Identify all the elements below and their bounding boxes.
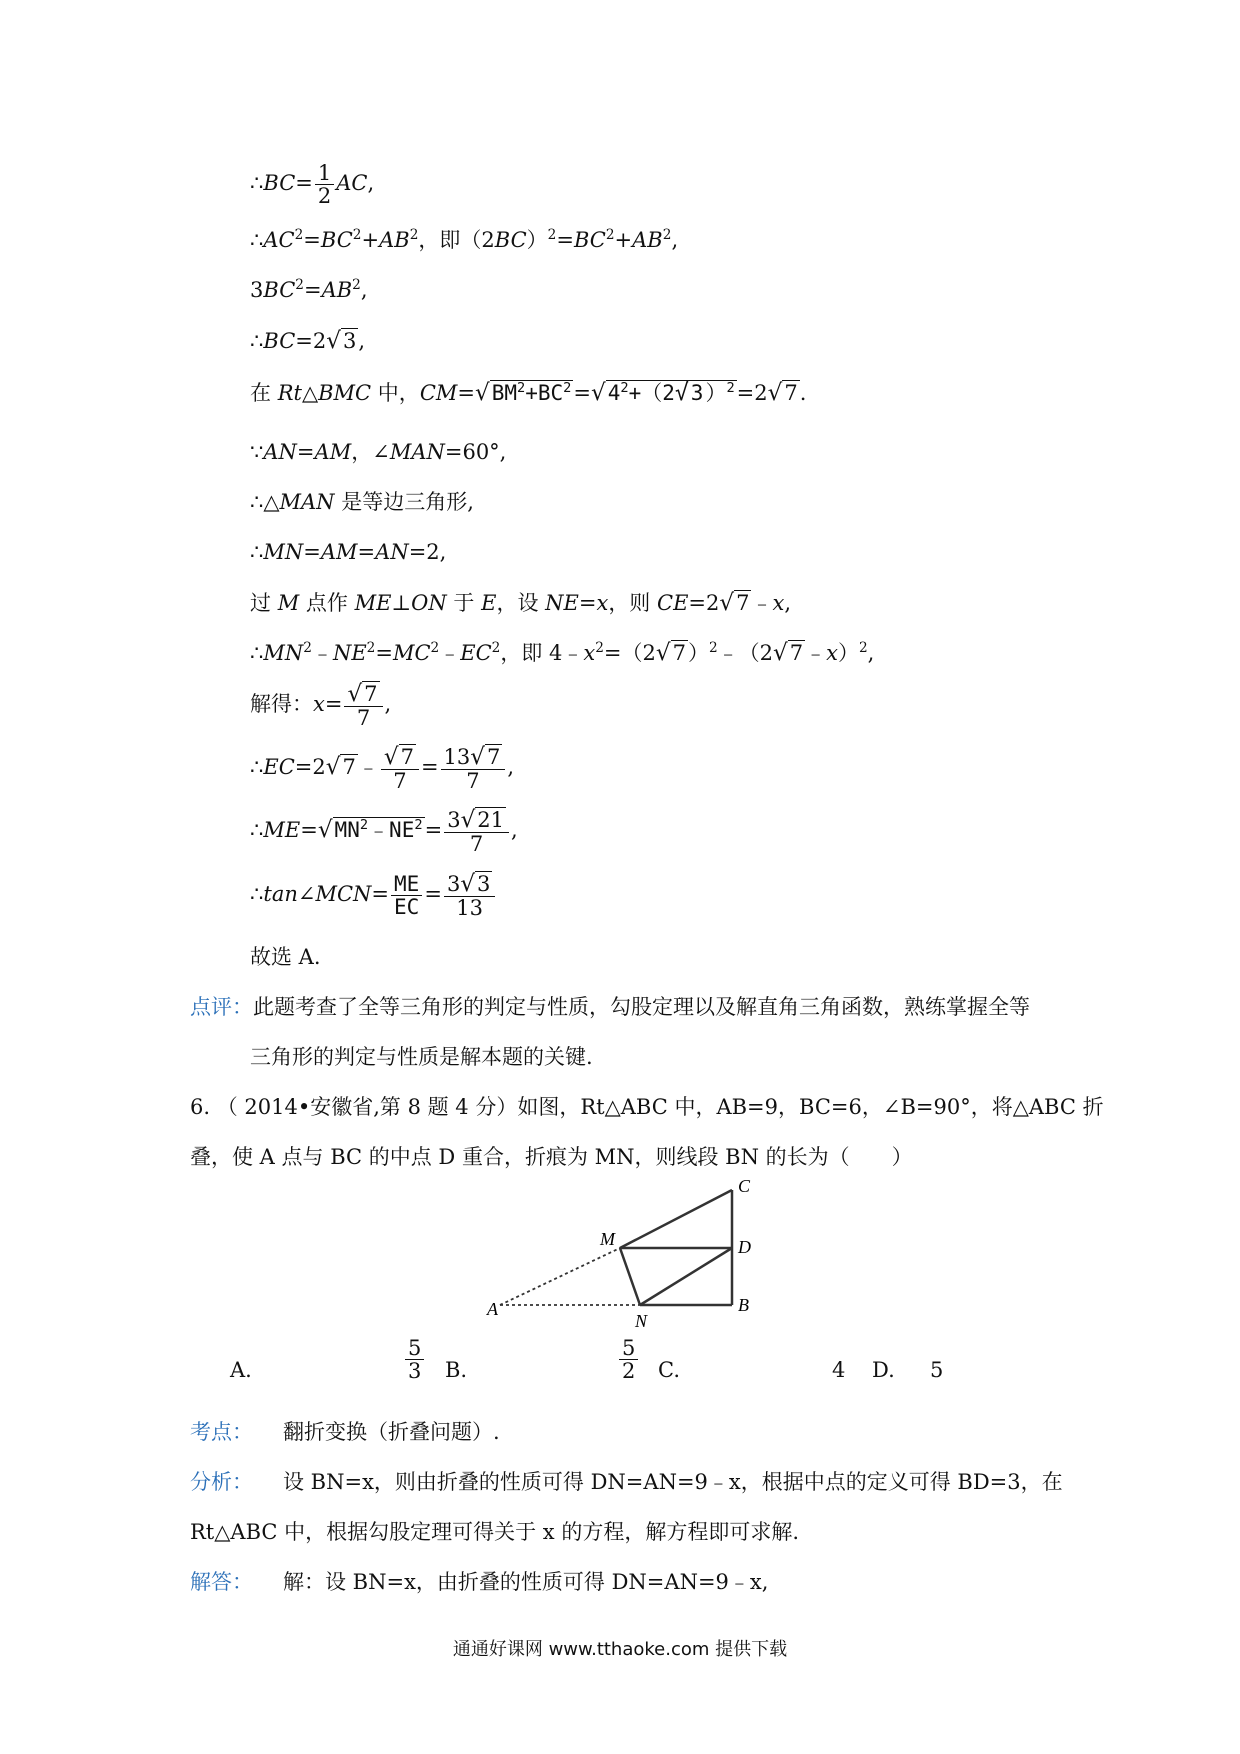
fenxi-line-1 bbox=[190, 1470, 1063, 1495]
choice-B-label[interactable]: B. bbox=[445, 1358, 468, 1382]
choice-B-value[interactable] bbox=[617, 1337, 640, 1382]
solution-line-3: $3BC^2=AB^2$, bbox=[250, 277, 368, 302]
solution-line-10: $\therefore MN^2﹣NE^2=MC^2﹣EC^2$，即 $4﹣x^2=(2√7)^2﹣(2√7﹣x)^2$, bbox=[250, 640, 875, 666]
kaodian-text: 翻折变换（折叠问题）. bbox=[283, 1420, 500, 1444]
comment-text-1: 此题考查了全等三角形的判定与性质，勾股定理以及解直角三角函数，熟练掌握全等 bbox=[253, 995, 1030, 1019]
solution-line-7: ∴△MAN 是等边三角形, bbox=[250, 490, 474, 514]
solution-line-6: ∵AN=AM，∠MAN=60°, bbox=[250, 440, 507, 464]
jieda-label: 解答： bbox=[190, 1570, 253, 1594]
choice-A-label[interactable]: A. bbox=[230, 1358, 252, 1382]
question6-line-1 bbox=[190, 1095, 1104, 1120]
solution-line-12: ∴EC=2√7﹣ $\frac{√7}{7}$ = $\frac{13√7}{7}$ , bbox=[250, 744, 515, 794]
choice-A-value[interactable] bbox=[403, 1337, 426, 1382]
fenxi-line-2: Rt△ABC 中，根据勾股定理可得关于 x 的方程，解方程即可求解. bbox=[190, 1520, 799, 1544]
choice-D-value[interactable]: 5 bbox=[930, 1358, 944, 1382]
solution-line-2: $\therefore AC^2=BC^2+AB^2$，即$(2BC)^2=BC^2+AB^2$, bbox=[250, 227, 679, 252]
kaodian-label: 考点： bbox=[190, 1420, 253, 1444]
label-M: M bbox=[600, 1229, 615, 1249]
comment-label: 点评： bbox=[190, 995, 253, 1019]
segment-ND bbox=[640, 1248, 732, 1305]
jieda-line bbox=[190, 1570, 768, 1595]
choice-D-label[interactable]: D. bbox=[872, 1358, 895, 1382]
choice-C-label[interactable]: C. bbox=[658, 1358, 680, 1382]
solution-line-9: 过 M 点作 ME⊥ON 于 E，设 NE=x，则 CE=2√7﹣x, bbox=[250, 590, 791, 616]
solution-line-1: ∴BC= $\frac{1}{2}$ AC, bbox=[250, 161, 375, 209]
choice-A-num: 5 bbox=[405, 1337, 424, 1360]
comment-line-1 bbox=[190, 995, 1030, 1020]
segment-MC bbox=[620, 1190, 732, 1248]
choice-B-num: 5 bbox=[619, 1337, 638, 1360]
solution-line-5: 在 Rt△BMC 中，$CM=√BM^2+BC^2=√4^2+(2√3)^2=2√7$. bbox=[250, 380, 807, 406]
choice-B-den: 2 bbox=[622, 1359, 636, 1384]
solution-line-15: 故选 A. bbox=[250, 945, 321, 969]
solution-line-11: 解得：x= $\frac{√7}{7}$ , bbox=[250, 681, 392, 731]
solution-line-4: ∴BC=2√3, bbox=[250, 328, 366, 354]
kaodian-line bbox=[190, 1420, 500, 1445]
label-N: N bbox=[635, 1311, 648, 1331]
page-footer: 通通好课网 www.tthaoke.com 提供下载 bbox=[452, 1639, 788, 1660]
solution-line-14: ∴tan∠MCN= $\frac{ME}{EC}$ = $\frac{3√3}{13}$ bbox=[250, 872, 497, 919]
solution-line-13: $\therefore ME=√MN^2﹣NE^2=$ $\frac{3√21}{7}$ , bbox=[250, 807, 518, 857]
label-C: C bbox=[738, 1176, 751, 1196]
segment-MN bbox=[620, 1248, 640, 1305]
question6-line-2: 叠，使 A 点与 BC 的中点 D 重合，折痕为 MN，则线段 BN 的长为（ ） bbox=[190, 1145, 913, 1169]
jieda-text: 解：设 BN=x，由折叠的性质可得 DN=AN=9﹣x, bbox=[283, 1570, 769, 1594]
question6-prefix: 6. （ 2014•安徽省,第 8 题 4 分）如图， bbox=[190, 1095, 581, 1119]
fenxi-text-1: 设 BN=x，则由折叠的性质可得 DN=AN=9﹣x，根据中点的定义可得 BD=3，在 bbox=[283, 1470, 1063, 1494]
fold-figure bbox=[485, 1175, 805, 1360]
label-B: B bbox=[738, 1295, 749, 1315]
comment-line-2: 三角形的判定与性质是解本题的关键. bbox=[250, 1045, 593, 1069]
fenxi-label: 分析： bbox=[190, 1470, 253, 1494]
question6-rest: Rt△ABC 中，AB=9，BC=6，∠B=90°，将△ABC 折 bbox=[580, 1095, 1104, 1119]
label-A: A bbox=[487, 1299, 498, 1319]
label-D: D bbox=[738, 1237, 751, 1257]
segment-AM-dashed bbox=[500, 1248, 620, 1305]
choice-C-value[interactable]: 4 bbox=[832, 1358, 846, 1382]
solution-line-8: ∴MN=AM=AN=2, bbox=[250, 540, 447, 564]
choice-A-den: 3 bbox=[408, 1359, 422, 1384]
